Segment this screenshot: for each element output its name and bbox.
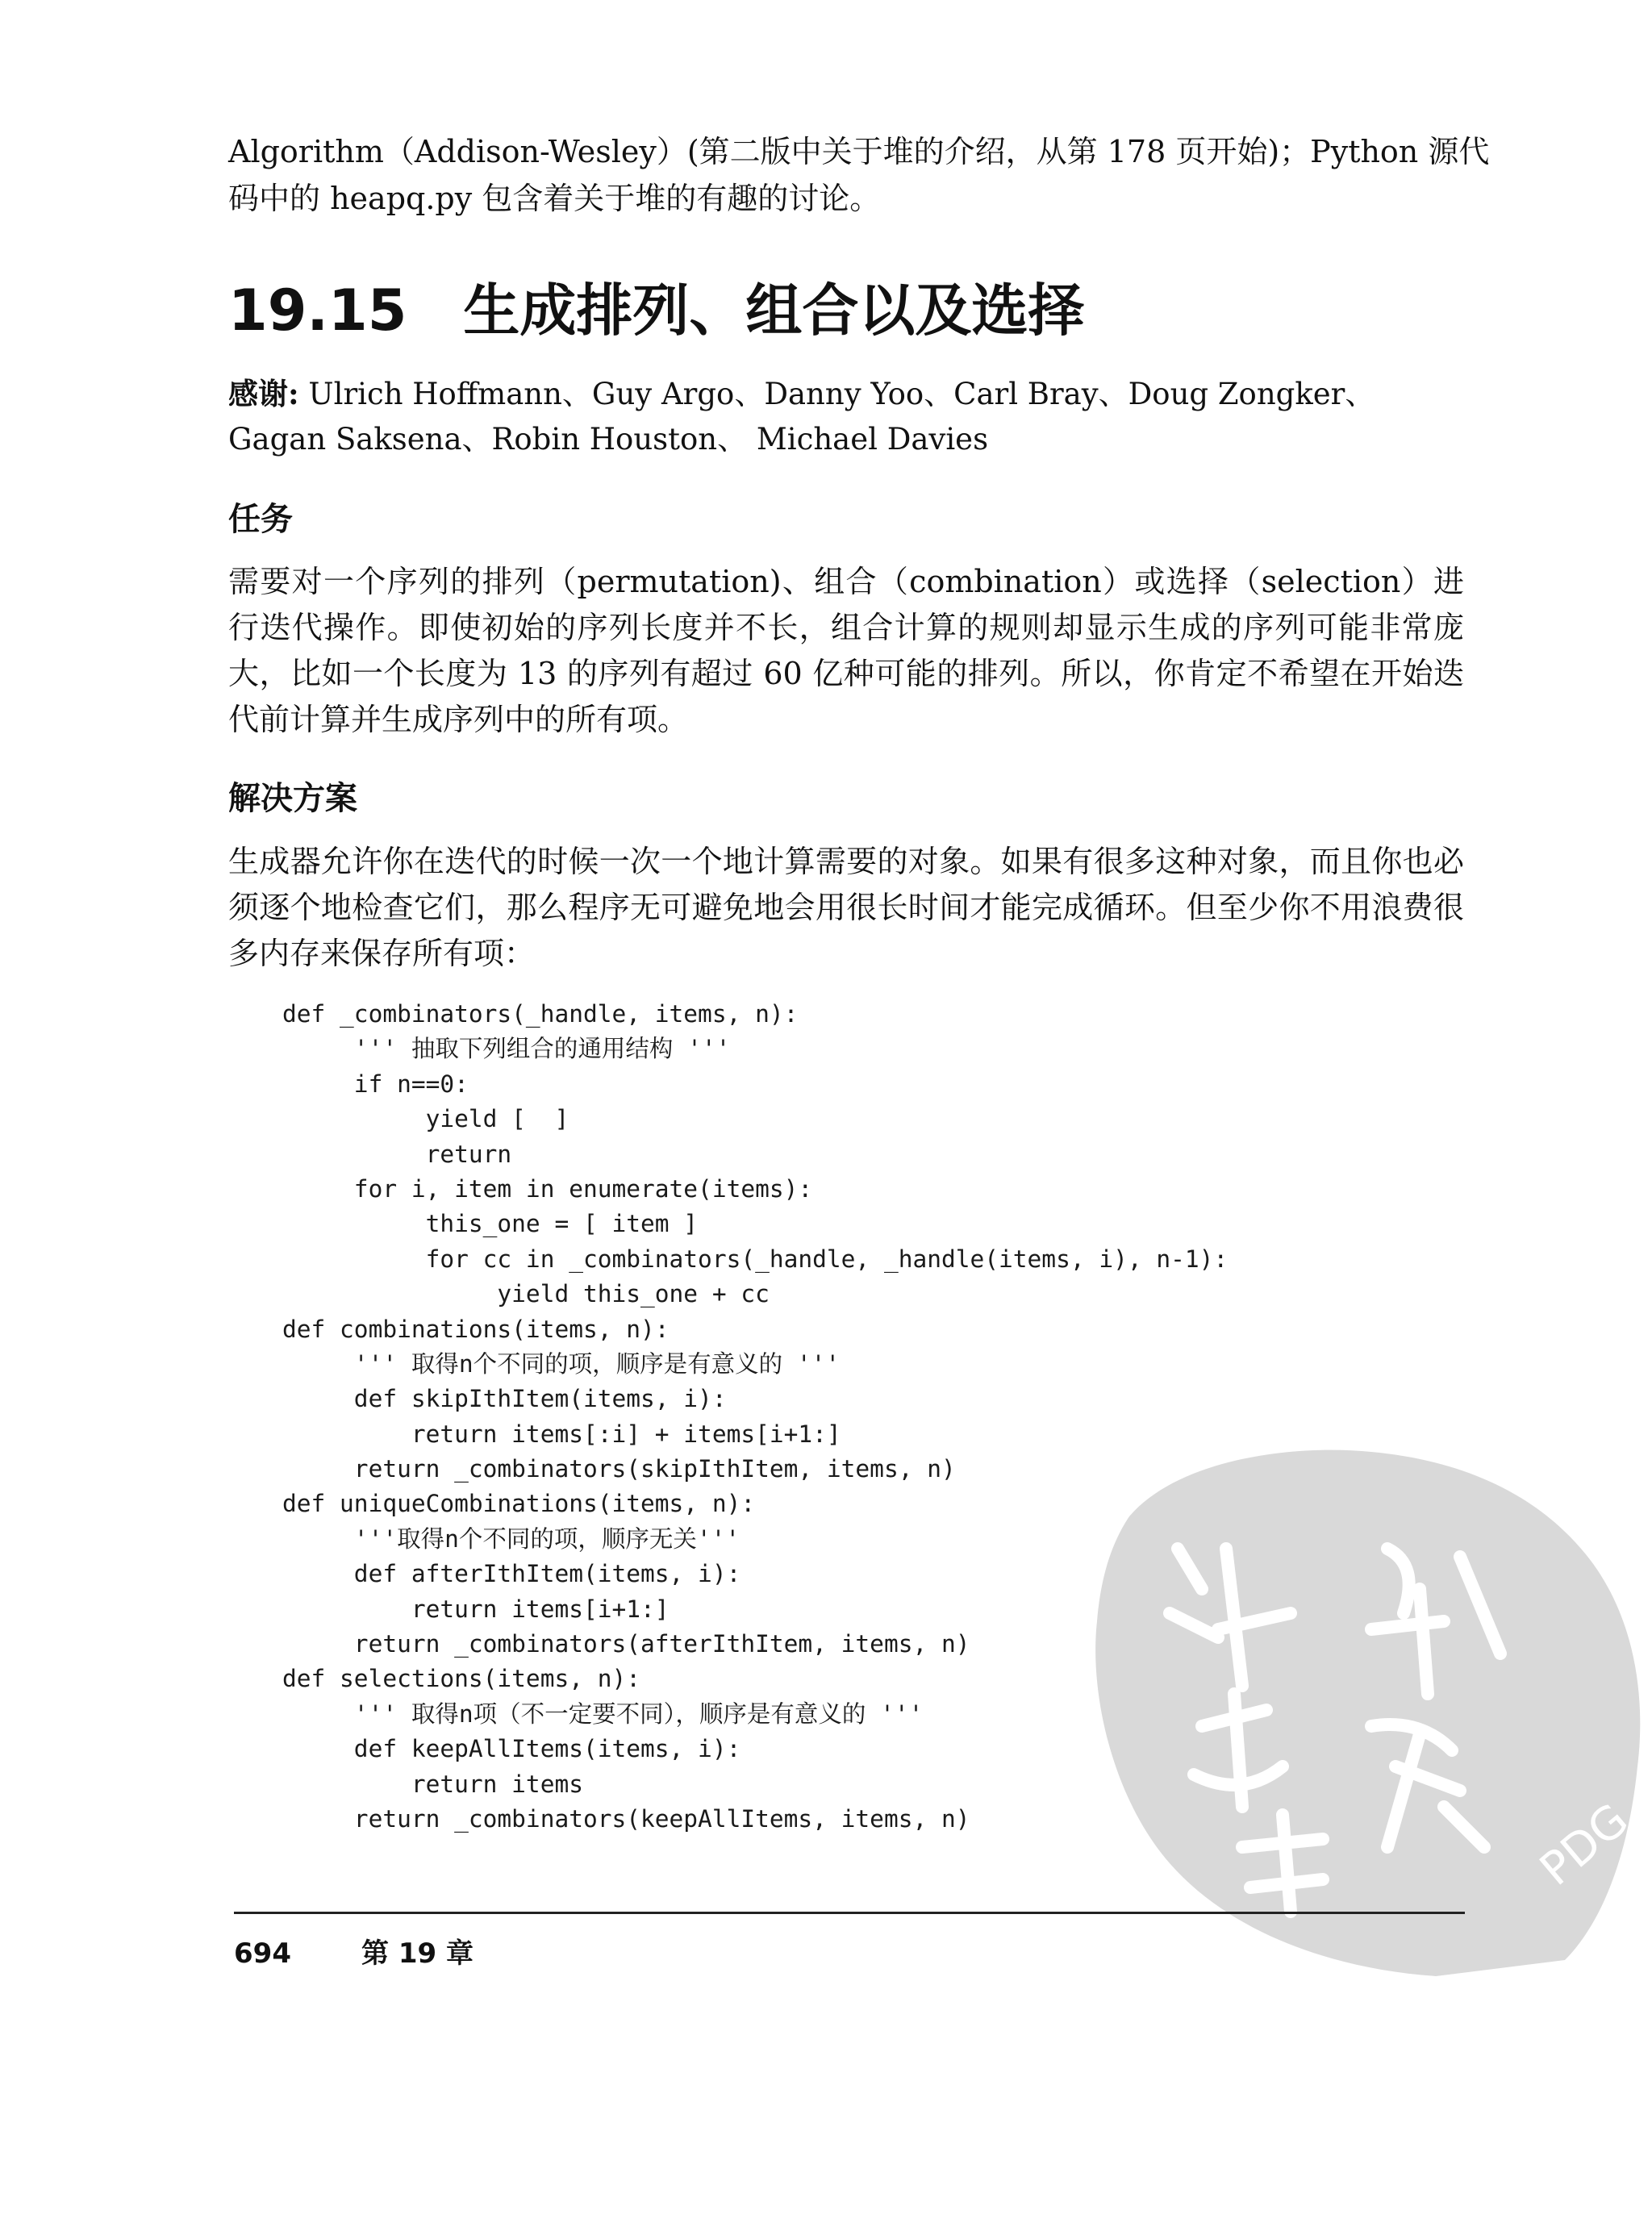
code-line: def combinations(items, n): (282, 1315, 670, 1343)
footer-rule (234, 1912, 1465, 1914)
intro-line-2: 码中的 heapq.py 包含着关于堆的有趣的讨论。 (228, 181, 881, 216)
code-line: ''' 取得n项（不一定要不同），顺序是有意义的 ''' (282, 1700, 924, 1728)
section-title-text: 生成排列、组合以及选择 (463, 277, 1085, 344)
page-number: 694 (234, 1937, 291, 1970)
solution-paragraph: 生成器允许你在迭代的时候一次一个地计算需要的对象。如果有很多这种对象，而且你也必须逐个地检查它们，那么程序无可避免地会用很长时间才能完成循环。但至少你不用浪费很多内存来保存所有项： (228, 844, 1464, 971)
watermark-text: PDG (1530, 1793, 1639, 1896)
code-line: def afterIthItem(items, i): (282, 1560, 741, 1588)
code-line: def keepAllItems(items, i): (282, 1735, 741, 1763)
code-line: return items[i+1:] (282, 1595, 670, 1623)
code-line: for cc in _combinators(_handle, _handle(items, i), n-1): (282, 1245, 1229, 1273)
code-line: return items[:i] + items[i+1:] (282, 1420, 841, 1448)
code-line: def selections(items, n): (282, 1665, 641, 1693)
code-line: return _combinators(afterIthItem, items, n) (282, 1630, 970, 1658)
code-line: return _combinators(keepAllItems, items, n) (282, 1804, 970, 1833)
code-line: ''' 抽取下列组合的通用结构 ''' (282, 1035, 731, 1063)
code-line: def uniqueCombinations(items, n): (282, 1490, 756, 1518)
code-line: def _combinators(_handle, items, n): (282, 1000, 799, 1028)
code-line: return _combinators(skipIthItem, items, n) (282, 1455, 956, 1483)
code-line: yield this_one + cc (282, 1280, 770, 1308)
code-line: for i, item in enumerate(items): (282, 1174, 813, 1203)
code-line: ''' 取得n个不同的项，顺序是有意义的 ''' (282, 1349, 841, 1378)
code-line: return (282, 1140, 512, 1168)
code-line: def skipIthItem(items, i): (282, 1385, 727, 1413)
acknowledgment (228, 371, 1471, 462)
code-line: return items (282, 1770, 583, 1798)
seal-watermark (1081, 1428, 1652, 1976)
intro-line-1: Algorithm（Addison-Wesley）(第二版中关于堆的介绍，从第 178 页开始)；Python 源代 (228, 134, 1490, 169)
task-heading: 任务 (228, 501, 293, 538)
chapter-label: 第 19 章 (361, 1937, 473, 1970)
section-title (228, 274, 1084, 347)
task-paragraph: 需要对一个序列的排列（permutation)、组合（combination）或选择（selection）进行迭代操作。即使初始的序列长度并不长，组合计算的规则却显示生成的序列可能非常庞大，比如一个长度为 13 的序列有超过 60 亿种可能的排列。所以，你肯定不希望在开始迭代前计算并生成序列中的所有项。 (228, 564, 1464, 737)
code-line: yield [ ] (282, 1105, 569, 1133)
solution-heading: 解决方案 (228, 780, 357, 817)
acknowledgment-label: 感谢: (228, 376, 299, 411)
code-line: if n==0: (282, 1070, 469, 1098)
section-number: 19.15 (228, 277, 407, 344)
seal-shape (1095, 1450, 1640, 1976)
code-line: '''取得n个不同的项，顺序无关''' (282, 1524, 740, 1553)
code-line: this_one = [ item ] (282, 1210, 699, 1238)
acknowledgment-names: Ulrich Hoffmann、Guy Argo、Danny Yoo、Carl Bray、Doug Zongker、Gagan Saksena、Robin Houston、 Michael Davies (228, 377, 1375, 457)
